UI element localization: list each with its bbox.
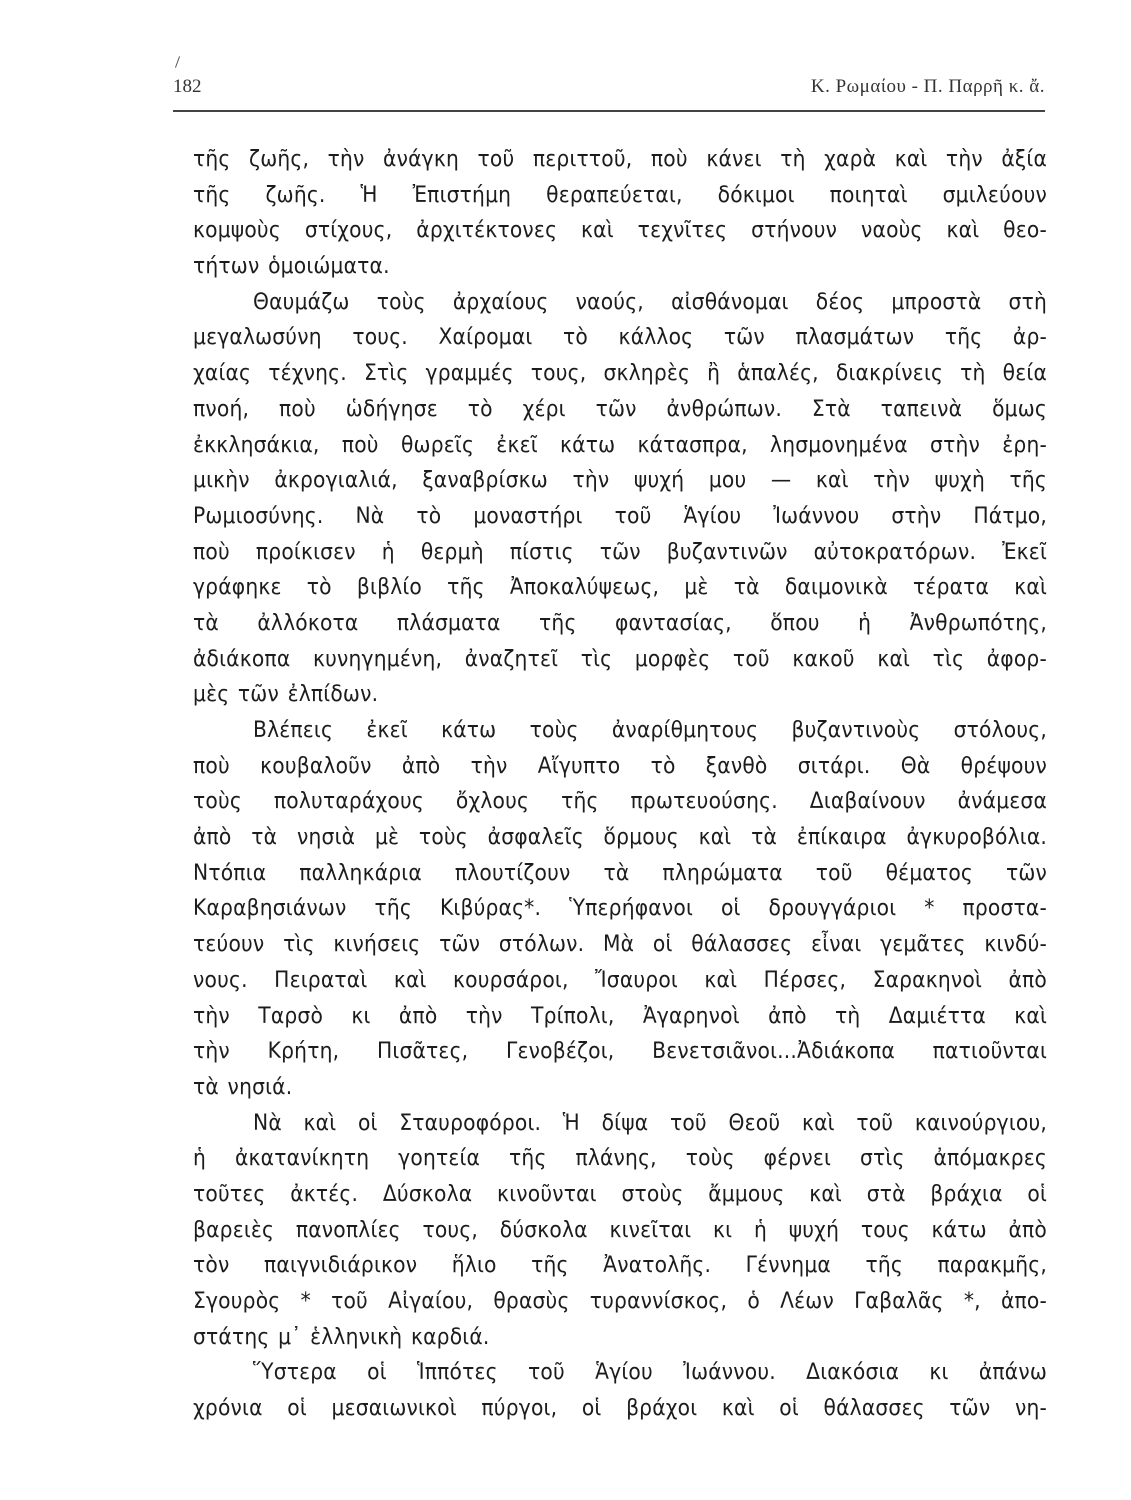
text-line: ἀδιάκοπα κυνηγημένη, ἀναζητεῖ τὶς μορφὲς τοῦ κακοῦ καὶ τὶς ἀφορ- [193, 645, 1047, 672]
text-line: ποὺ κουβαλοῦν ἀπὸ τὴν Αἴγυπτο τὸ ξανθὸ σιτάρι. Θὰ θρέψουν [193, 752, 1047, 779]
page-number: 182 [173, 76, 202, 97]
paragraph [193, 285, 1047, 713]
text-line: τὰ ἀλλόκοτα πλάσματα τῆς φαντασίας, ὅπου ἡ Ἀνθρωπότης, [193, 609, 1047, 636]
page-body-text [193, 142, 1047, 1427]
header-rule [173, 110, 1045, 112]
text-line: μὲς τῶν ἐλπίδων. [193, 681, 379, 708]
text-line: τήτων ὁμοιώματα. [193, 253, 390, 280]
text-line: Νὰ καὶ οἱ Σταυροφόροι. Ἡ δίψα τοῦ Θεοῦ καὶ τοῦ καινούργιου, [253, 1109, 1047, 1136]
text-line: τῆς ζωῆς. Ἡ Ἐπιστήμη θεραπεύεται, δόκιμοι ποιηταὶ σμιλεύουν [193, 181, 1047, 208]
text-line: χαίας τέχνης. Στὶς γραμμές τους, σκληρὲς ἢ ἁπαλές, διακρίνεις τὴ θεία [193, 360, 1047, 387]
text-line: τοὺς πολυταράχους ὄχλους τῆς πρωτευούσης. Διαβαίνουν ἀνάμεσα [193, 788, 1047, 815]
text-line: στάτης μ᾽ ἑλληνικὴ καρδιά. [193, 1323, 490, 1350]
running-title: Κ. Ρωμαίου - Π. Παρρῆ κ. ἄ. [810, 76, 1045, 97]
text-line: ἀπὸ τὰ νησιὰ μὲ τοὺς ἀσφαλεῖς ὅρμους καὶ τὰ ἐπίκαιρα ἀγκυροβόλια. [193, 824, 1047, 851]
text-line: τὸν παιγνιδιάρικον ἥλιο τῆς Ἀνατολῆς. Γέννημα τῆς παρακμῆς, [193, 1252, 1047, 1279]
paragraph [193, 713, 1047, 1106]
text-line: μικὴν ἀκρογιαλιά, ξαναβρίσκω τὴν ψυχή μου — καὶ τὴν ψυχὴ τῆς [193, 467, 1047, 494]
text-line: Θαυμάζω τοὺς ἀρχαίους ναούς, αἰσθάνομαι δέος μπροστὰ στὴ [253, 288, 1047, 315]
text-line: πνοή, ποὺ ὡδήγησε τὸ χέρι τῶν ἀνθρώπων. Στὰ ταπεινὰ ὅμως [193, 395, 1047, 422]
text-line: βαρειὲς πανοπλίες τους, δύσκολα κινεῖται κι ἡ ψυχή τους κάτω ἀπὸ [193, 1216, 1047, 1243]
text-line: μεγαλωσύνη τους. Χαίρομαι τὸ κάλλος τῶν πλασμάτων τῆς ἀρ- [193, 324, 1047, 351]
text-line: Βλέπεις ἐκεῖ κάτω τοὺς ἀναρίθμητους βυζαντινοὺς στόλους, [253, 717, 1047, 743]
paragraph [193, 142, 1047, 285]
text-line: τὰ νησιά. [193, 1073, 293, 1100]
text-line: Ὕστερα οἱ Ἱππότες τοῦ Ἁγίου Ἰωάννου. Διακόσια κι ἀπάνω [253, 1359, 1047, 1386]
text-line: τοῦτες ἀκτές. Δύσκολα κινοῦνται στοὺς ἄμμους καὶ στὰ βράχια οἱ [193, 1180, 1047, 1207]
text-line: ποὺ προίκισεν ἡ θερμὴ πίστις τῶν βυζαντινῶν αὐτοκρατόρων. Ἐκεῖ [193, 538, 1047, 565]
text-line: τὴν Κρήτη, Πισᾶτες, Γενοβέζοι, Βενετσιᾶνοι...Ἀδιάκοπα πατιοῦνται [193, 1038, 1047, 1065]
text-line: Σγουρὸς * τοῦ Αἰγαίου, θρασὺς τυραννίσκος, ὁ Λέων Γαβαλᾶς *, ἀπο- [193, 1288, 1047, 1314]
text-line: κομψοὺς στίχους, ἀρχιτέκτονες καὶ τεχνῖτες στήνουν ναοὺς καὶ θεο- [193, 217, 1047, 244]
page-header [173, 76, 1045, 108]
paragraph [193, 1355, 1047, 1426]
scan-pen-mark [175, 56, 180, 68]
text-line: γράφηκε τὸ βιβλίο τῆς Ἀποκαλύψεως, μὲ τὰ δαιμονικὰ τέρατα καὶ [193, 574, 1047, 601]
text-line: Ρωμιοσύνης. Νὰ τὸ μοναστήρι τοῦ Ἁγίου Ἰωάννου στὴν Πάτμο, [193, 502, 1047, 529]
text-line: τὴν Ταρσὸ κι ἀπὸ τὴν Τρίπολι, Ἀγαρηνοὶ ἀπὸ τὴ Δαμιέττα καὶ [193, 1002, 1047, 1029]
text-line: χρόνια οἱ μεσαιωνικοὶ πύργοι, οἱ βράχοι καὶ οἱ θάλασσες τῶν νη- [193, 1395, 1047, 1422]
text-line: ἡ ἀκατανίκητη γοητεία τῆς πλάνης, τοὺς φέρνει στὶς ἀπόμακρες [193, 1145, 1047, 1172]
text-line: νους. Πειραταὶ καὶ κουρσάροι, Ἴσαυροι καὶ Πέρσες, Σαρακηνοὶ ἀπὸ [193, 966, 1047, 993]
text-line: Ντόπια παλληκάρια πλουτίζουν τὰ πληρώματα τοῦ θέματος τῶν [193, 859, 1047, 886]
text-line: Καραβησιάνων τῆς Κιβύρας*. Ὑπερήφανοι οἱ δρουγγάριοι * προστα- [193, 895, 1047, 922]
paragraph [193, 1106, 1047, 1356]
text-line: ἐκκλησάκια, ποὺ θωρεῖς ἐκεῖ κάτω κάτασπρα, λησμονημένα στὴν ἐρη- [193, 431, 1047, 458]
text-line: τῆς ζωῆς, τὴν ἀνάγκη τοῦ περιττοῦ, ποὺ κάνει τὴ χαρὰ καὶ τὴν ἀξία [193, 146, 1047, 172]
text-line: τεύουν τὶς κινήσεις τῶν στόλων. Μὰ οἱ θάλασσες εἶναι γεμᾶτες κινδύ- [193, 931, 1047, 958]
